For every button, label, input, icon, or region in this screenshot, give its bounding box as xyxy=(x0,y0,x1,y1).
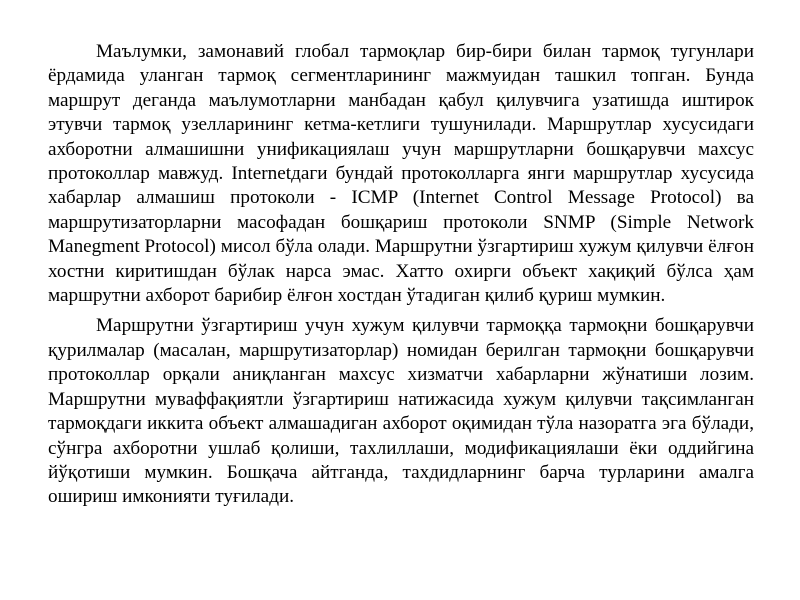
document-page xyxy=(48,40,754,510)
paragraph-routing-intro: Маълумки, замонавий глобал тармоқлар бир-бири билан тармоқ тугунлари ёрдамида уланган тармоқ сегментларининг мажмуидан ташкил топган. Бунда маршрут деганда маълумотларни манбадан қабул қилувчига узатишда иштирок этувчи тармоқ узелларининг кетма-кетлиги тушунилади. Маршрутлар хусусидаги ахборотни алмашишни унификациялаш учун маршрутларни бошқарувчи махсус протоколлар мавжуд. Internetдаги бундай протоколларга янги маршрутлар хусусида хабарлар алмашиш протоколи - ICMP (Internet Control Message Protocol) ва маршрутизаторларни масофадан бошқариш протоколи SNMP (Simple Network Manegment Protocol) мисол бўла олади. Маршрутни ўзгартириш хужум қилувчи ёлғон хостни киритишдан бўлак нарса эмас. Хатто охирги объект хақиқий бўлса ҳам маршрутни ахборот барибир ёлғон хостдан ўтадиган қилиб қуриш мумкин. xyxy=(48,41,754,307)
paragraph-route-modification: Маршрутни ўзгартириш учун хужум қилувчи тармоққа тармоқни бошқарувчи қурилмалар (масалан, маршрутизаторлар) номидан берилган тармоқни бошқарувчи протоколлар орқали аниқланган махсус хизматчи хабарларни жўнатиши лозим. Маршрутни муваффақиятли ўзгартириш натижасида хужум қилувчи тақсимланган тармоқдаги иккита объект алмашадиган ахборот оқимидан тўла назоратга эга бўлади, сўнгра ахборотни ушлаб қолиши, тахлиллаши, модификациялаши ёки оддийгина йўқотиши мумкин. Бошқача айтганда, тахдидларнинг барча турларини амалга ошириш имконияти туғилади. xyxy=(48,315,754,508)
